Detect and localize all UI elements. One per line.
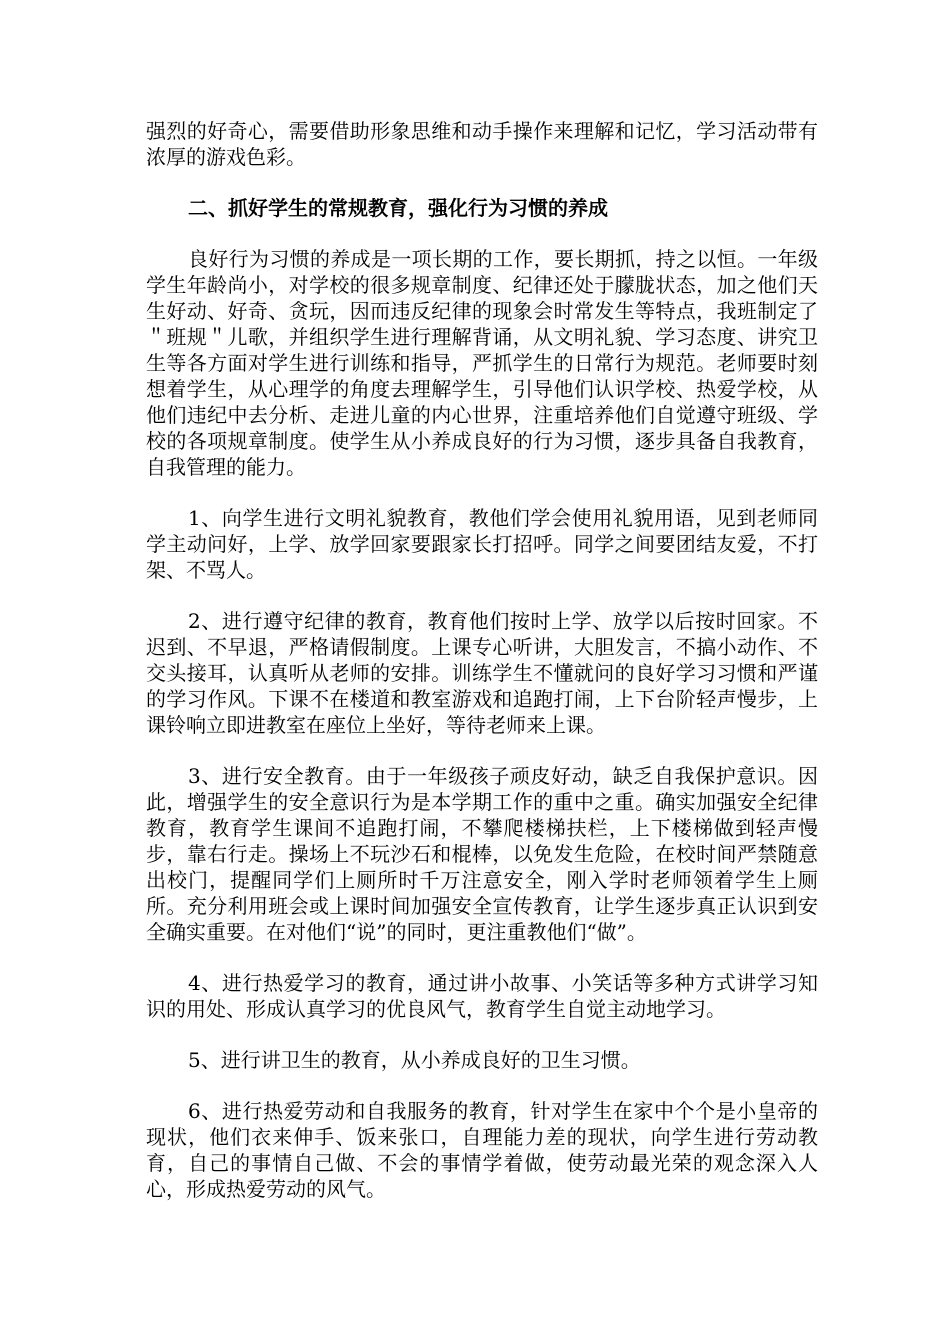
body-paragraph-item-5: 5、进行讲卫生的教育，从小养成良好的卫生习惯。 — [188, 1048, 641, 1072]
section-heading: 二、抓好学生的常规教育，强化行为习惯的养成 — [188, 196, 608, 220]
body-paragraph-item-6: 6、进行热爱劳动和自我服务的教育，针对学生在家中个个是小皇帝的现状，他们衣来伸手、饭来张口，自理能力差的现状，向学生进行劳动教育，自己的事情自己做、不会的事情学着做，使劳动最光荣的观念深入人心，形成热爱劳动的风气。 — [146, 1099, 818, 1201]
body-paragraph-item-3: 3、进行安全教育。由于一年级孩子顽皮好动，缺乏自我保护意识。因此，增强学生的安全意识行为是本学期工作的重中之重。确实加强安全纪律教育，教育学生课间不追跑打闹，不攀爬楼梯扶栏，上下楼梯做到轻声慢步，靠右行走。操场上不玩沙石和棍棒，以免发生危险，在校时间严禁随意出校门，提醒同学们上厕所时千万注意安全，刚入学时老师领着学生上厕所。充分利用班会或上课时间加强安全宣传教育，让学生逐步真正认识到安全确实重要。在对他们“说”的同时，更注重教他们“做”。 — [146, 764, 818, 944]
document-page — [146, 118, 818, 1227]
body-paragraph-item-4: 4、进行热爱学习的教育，通过讲小故事、小笑话等多种方式讲学习知识的用处、形成认真学习的优良风气，教育学生自觉主动地学习。 — [146, 971, 818, 1021]
body-paragraph-habits: 良好行为习惯的养成是一项长期的工作，要长期抓，持之以恒。一年级学生年龄尚小，对学校的很多规章制度、纪律还处于朦胧状态，加之他们天生好动、好奇、贪玩，因而违反纪律的现象会时常发生等特点，我班制定了＂班规＂儿歌，并组织学生进行理解背诵，从文明礼貌、学习态度、讲究卫生等各方面对学生进行训练和指导，严抓学生的日常行为规范。老师要时刻想着学生，从心理学的角度去理解学生，引导他们认识学校、热爱学校，从他们违纪中去分析、走进儿童的内心世界，注重培养他们自觉遵守班级、学校的各项规章制度。使学生从小养成良好的行为习惯，逐步具备自我教育，自我管理的能力。 — [146, 247, 818, 479]
intro-continuation-paragraph: 强烈的好奇心，需要借助形象思维和动手操作来理解和记忆，学习活动带有浓厚的游戏色彩。 — [146, 119, 818, 169]
body-paragraph-item-2: 2、进行遵守纪律的教育，教育他们按时上学、放学以后按时回家。不迟到、不早退，严格请假制度。上课专心听讲，大胆发言，不搞小动作、不交头接耳，认真听从老师的安排。训练学生不懂就问的良好学习习惯和严谨的学习作风。下课不在楼道和教室游戏和追跑打闹，上下台阶轻声慢步，上课铃响立即进教室在座位上坐好，等待老师来上课。 — [146, 609, 818, 737]
body-paragraph-item-1: 1、向学生进行文明礼貌教育，教他们学会使用礼貌用语，见到老师同学主动问好，上学、放学回家要跟家长打招呼。同学之间要团结友爱，不打架、不骂人。 — [146, 506, 818, 582]
